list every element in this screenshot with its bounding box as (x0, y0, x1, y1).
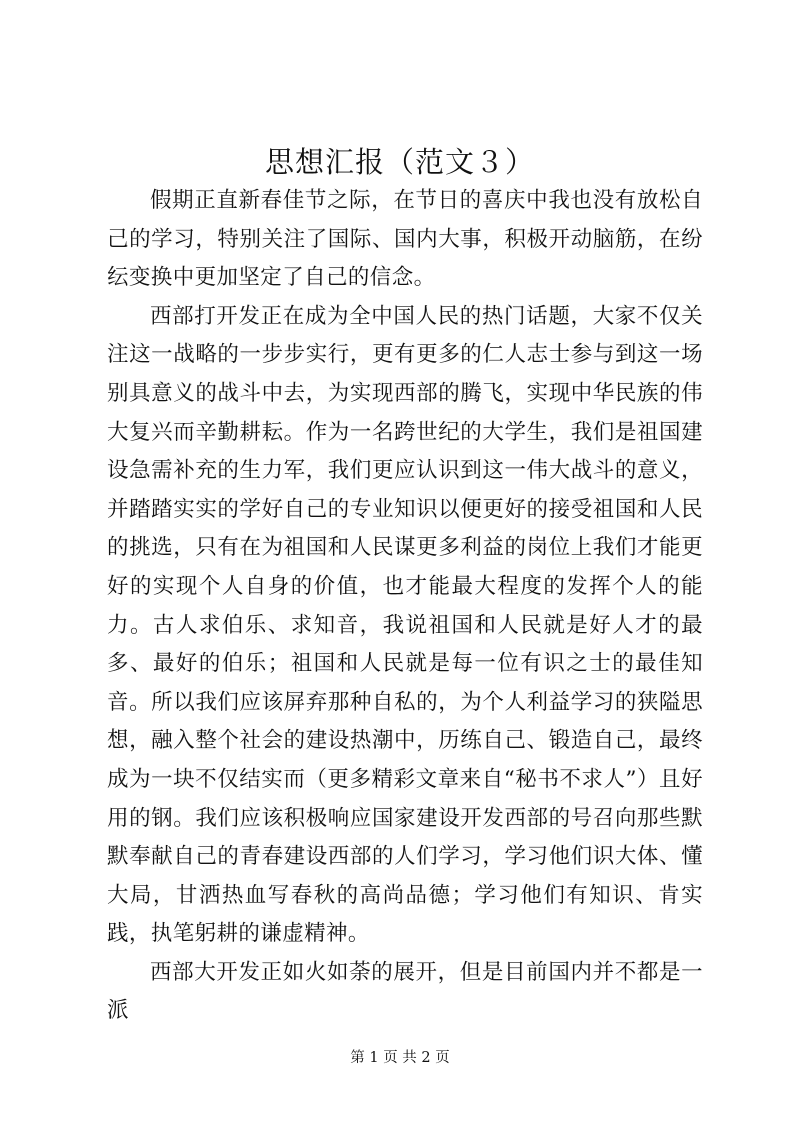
page-footer (0, 1048, 800, 1068)
paragraph-2: 西部打开发正在成为全中国人民的热门话题，大家不仅关注这一战略的一步步实行，更有更多的仁人志士参与到这一场别具意义的战斗中去，为实现西部的腾飞，实现中华民族的伟大复兴而辛勤耕耘。作为一名跨世纪的大学生，我们是祖国建设急需补充的生力军，我们更应认识到这一伟大战斗的意义，并踏踏实实的学好自己的专业知识以便更好的接受祖国和人民的挑选，只有在为祖国和人民谋更多利益的岗位上我们才能更好的实现个人自身的价值，也才能最大程度的发挥个人的能力。古人求伯乐、求知音，我说祖国和人民就是好人才的最多、最好的伯乐；祖国和人民就是每一位有识之士的最佳知音。所以我们应该屏弃那种自私的，为个人利益学习的狭隘思想，融入整个社会的建设热潮中，历练自己、锻造自己，最终成为一块不仅结实而（更多精彩文章来自“秘书不求人”）且好用的钢。我们应该积极响应国家建设开发西部的号召向那些默默奉献自己的青春建设西部的人们学习，学习他们识大体、懂大局，甘洒热血写春秋的高尚品德；学习他们有知识、肯实践，执笔躬耕的谦虚精神。 (107, 303, 703, 947)
page-indicator: 第 1 页 共 2 页 (350, 1050, 450, 1066)
paragraph-1: 假期正直新春佳节之际，在节日的喜庆中我也没有放松自己的学习，特别关注了国际、国内大事，积极开动脑筋，在纷纭变换中更加坚定了自己的信念。 (107, 188, 703, 291)
document-body (107, 182, 703, 1031)
paragraph-3: 西部大开发正如火如荼的展开，但是目前国内并不都是一派 (107, 959, 703, 1024)
document-title: 思想汇报（范文３） (264, 145, 535, 179)
